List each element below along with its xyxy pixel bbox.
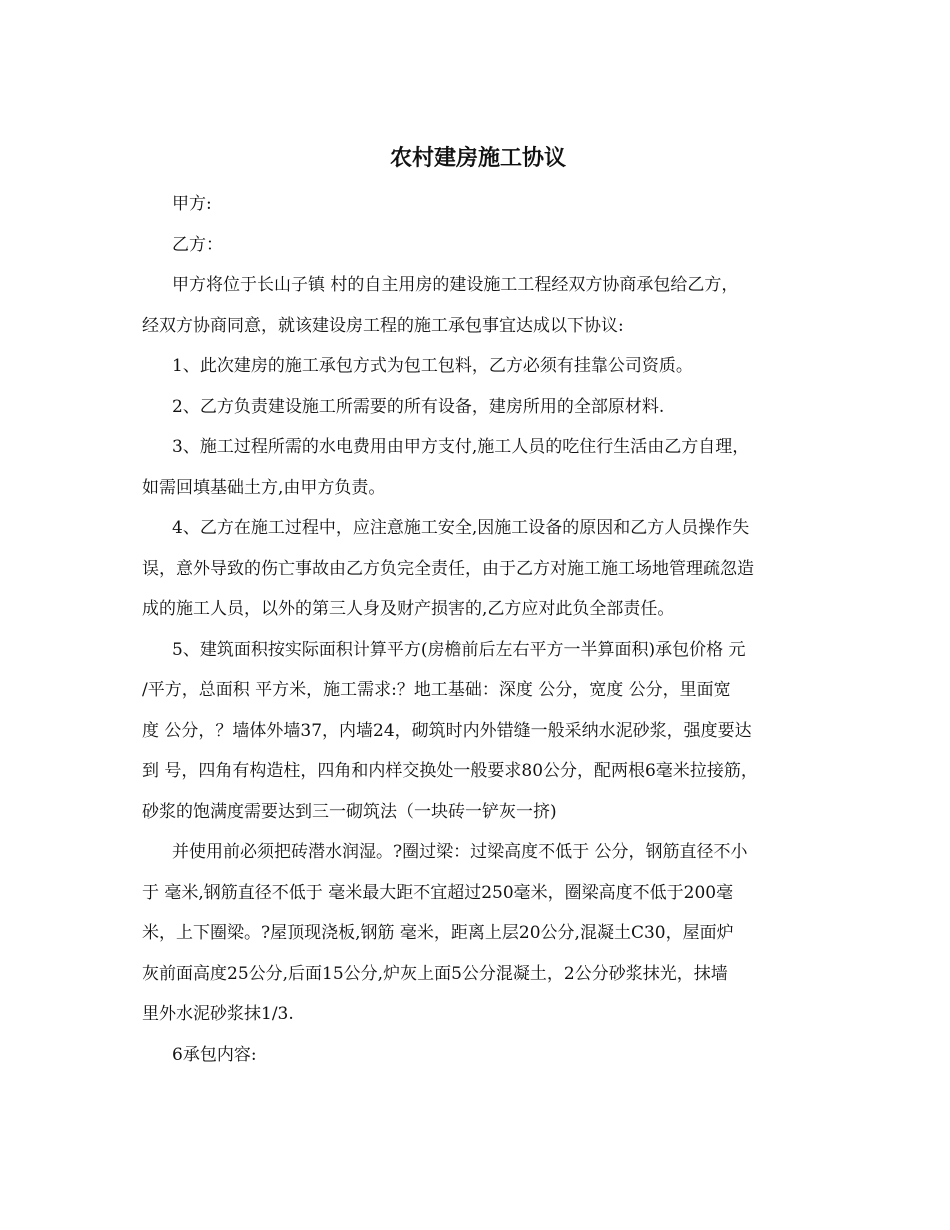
clause-5-cont-line: 并使用前必须把砖潜水润湿。?圈过梁：过梁高度不低于 公分，钢筋直径不小	[172, 842, 748, 862]
document-title: 农村建房施工协议	[389, 145, 566, 171]
clause-2: 2、乙方负责建设施工所需要的所有设备，建房所用的全部原材料.	[172, 396, 665, 417]
clause-5-cont-line: 于 毫米,钢筋直径不低于 毫米最大距不宜超过250毫米，圈梁高度不低于200毫	[142, 882, 734, 903]
clause-6: 6承包内容:	[172, 1044, 257, 1065]
party-a-line: 甲方:	[172, 194, 212, 214]
clause-5-line: 砂浆的饱满度需要达到三一砌筑法（一块砖一铲灰一挤)	[142, 801, 557, 822]
clause-1: 1、此次建房的施工承包方式为包工包料，乙方必须有挂靠公司资质。	[172, 356, 693, 376]
clause-5-cont-line: 灰前面高度25公分,后面15公分,炉灰上面5公分混凝土，2公分砂浆抹光，抹墙	[142, 963, 728, 984]
intro-line: 经双方协商同意，就该建设房工程的施工承包事宜达成以下协议:	[142, 315, 624, 336]
clause-5	[142, 630, 814, 833]
party-b-line: 乙方：	[172, 234, 223, 255]
clause-4-line: 误，意外导致的伤亡事故由乙方负完全责任，由于乙方对施工施工场地管理疏忽造	[142, 558, 754, 579]
clause-5-cont-line: 米，上下圈梁。?屋顶现浇板,钢筋 毫米，距离上层20公分,混凝土C30，屋面炉	[142, 923, 734, 943]
document-body	[142, 140, 814, 1075]
clause-5-line: /平方，总面积 平方米，施工需求:？地工基础：深度 公分，宽度 公分，里面宽	[142, 680, 731, 700]
clause-4-line: 成的施工人员，以外的第三人身及财产损害的,乙方应对此负全部责任。	[142, 599, 675, 619]
clause-5-cont-line: 里外水泥砂浆抹1/3.	[142, 1004, 294, 1024]
clause-3-line: 3、施工过程所需的水电费用由甲方支付,施工人员的吃住行生活由乙方自理，	[172, 437, 750, 457]
clause-5-continued	[142, 832, 814, 1035]
clause-4	[142, 508, 814, 630]
clause-5-line: 5、建筑面积按实际面积计算平方(房檐前后左右平方一半算面积)承包价格 元	[172, 639, 746, 660]
clause-3	[142, 427, 814, 508]
clause-5-line: 度 公分，？墙体外墙37，内墙24，砌筑时内外错缝一般采纳水泥砂浆，强度要达	[142, 720, 752, 741]
intro-paragraph	[142, 265, 814, 346]
intro-line: 甲方将位于长山子镇 村的自主用房的建设施工工程经双方协商承包给乙方，	[172, 275, 739, 295]
clause-3-line: 如需回填基础土方,由甲方负责。	[142, 477, 386, 498]
clause-5-line: 到 号，四角有构造柱，四角和内样交换处一般要求80公分，配两根6毫米拉接筋，	[142, 761, 758, 781]
clause-4-line: 4、乙方在施工过程中，应注意施工安全,因施工设备的原因和乙方人员操作失	[172, 518, 750, 538]
